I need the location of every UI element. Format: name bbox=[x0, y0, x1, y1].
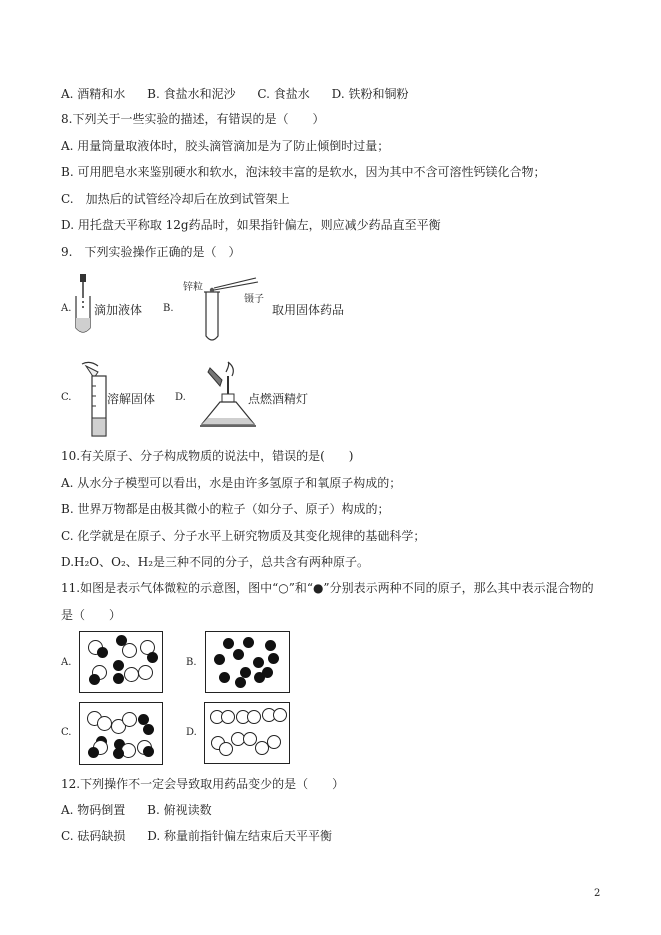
q7-option-b: B. 食盐水和泥沙 bbox=[147, 87, 236, 101]
black-atom bbox=[268, 653, 279, 664]
q8-option-a: A. 用量筒量取液体时，胶头滴管滴加是为了防止倾倒时过量； bbox=[61, 139, 390, 153]
q11-b-figure bbox=[205, 631, 290, 693]
black-atom bbox=[235, 677, 246, 688]
q11-b-label: B. bbox=[186, 657, 197, 668]
q11-stem-line2: 是（ ） bbox=[61, 608, 122, 622]
black-atom bbox=[113, 748, 124, 759]
q9-a-label: A. bbox=[61, 303, 72, 314]
page-number: 2 bbox=[594, 888, 601, 899]
white-atom bbox=[267, 735, 281, 749]
q8-option-b: B. 可用肥皂水来鉴别硬水和软水，泡沫较丰富的是软水，因为其中不含可溶性钙镁化合物； bbox=[61, 165, 546, 179]
q9-d-text: 点燃酒精灯 bbox=[248, 392, 309, 406]
white-atom bbox=[122, 712, 137, 727]
q9-a-text: 滴加液体 bbox=[94, 303, 143, 317]
black-atom bbox=[113, 660, 124, 671]
black-atom bbox=[223, 638, 234, 649]
q12-option-c: C. 砝码缺损 bbox=[61, 829, 126, 843]
q9-c-text: 溶解固体 bbox=[107, 392, 156, 406]
q11-c-figure bbox=[79, 702, 163, 765]
white-atom bbox=[273, 708, 287, 722]
white-atom bbox=[97, 716, 112, 731]
white-atom bbox=[247, 710, 261, 724]
black-atom bbox=[214, 654, 225, 665]
q9-c-label: C. bbox=[61, 392, 72, 403]
q7-option-d: D. 铁粉和铜粉 bbox=[331, 87, 409, 101]
q9-stem: 9. 下列实验操作正确的是（ ） bbox=[61, 245, 241, 259]
white-atom bbox=[122, 643, 137, 658]
black-atom bbox=[219, 672, 230, 683]
q11-stem-line1: 11.如图是表示气体微粒的示意图，图中“○”和“●”分别表示两种不同的原子，那么其中表示混合物的 bbox=[61, 581, 594, 595]
black-atom bbox=[147, 652, 158, 663]
white-atom bbox=[124, 667, 139, 682]
q10-stem: 10.有关原子、分子构成物质的说法中，错误的是( ) bbox=[61, 449, 354, 463]
black-atom bbox=[233, 649, 244, 660]
q11-a-label: A. bbox=[61, 657, 72, 668]
black-atom bbox=[243, 637, 254, 648]
black-atom bbox=[262, 667, 273, 678]
q9-b-label: B. bbox=[163, 303, 174, 314]
q9-d-label: D. bbox=[175, 392, 186, 403]
white-atom bbox=[138, 665, 153, 680]
q12-option-b: B. 俯视读数 bbox=[147, 803, 212, 817]
black-atom bbox=[265, 640, 276, 651]
black-atom bbox=[253, 657, 264, 668]
white-atom bbox=[219, 742, 233, 756]
q9-b-caption-tweezers: 镊子 bbox=[244, 294, 264, 305]
black-atom bbox=[88, 747, 99, 758]
black-atom bbox=[89, 674, 100, 685]
q12-options-row2 bbox=[61, 828, 350, 844]
q7-option-a: A. 酒精和水 bbox=[61, 87, 126, 101]
black-atom bbox=[143, 746, 154, 757]
q10-option-a: A. 从水分子模型可以看出，水是由许多氢原子和氧原子构成的； bbox=[61, 476, 402, 490]
q12-option-d: D. 称量前指针偏左结束后天平平衡 bbox=[147, 829, 333, 843]
q9-b-text: 取用固体药品 bbox=[272, 303, 345, 317]
q8-stem: 8.下列关于一些实验的描述，有错误的是（ ） bbox=[61, 112, 325, 126]
q12-stem: 12.下列操作不一定会导致取用药品变少的是（ ） bbox=[61, 777, 345, 791]
q11-c-label: C. bbox=[61, 727, 72, 738]
q7-option-c: C. 食盐水 bbox=[257, 87, 310, 101]
q12-option-a: A. 物码倒置 bbox=[61, 803, 126, 817]
q8-option-d: D. 用托盘天平称取 12g药品时，如果指针偏左，则应减少药品直至平衡 bbox=[61, 218, 441, 232]
q9-b-caption-zinc: 锌粒 bbox=[183, 282, 203, 293]
q7-options bbox=[61, 86, 426, 102]
q10-option-c: C. 化学就是在原子、分子水平上研究物质及其变化规律的基础科学； bbox=[61, 529, 426, 543]
q10-option-d: D.H₂O、O₂、H₂是三种不同的分子，总共含有两种原子。 bbox=[61, 555, 370, 569]
q12-options-row1 bbox=[61, 802, 230, 818]
black-atom bbox=[113, 673, 124, 684]
q11-d-figure bbox=[204, 702, 290, 764]
q10-option-b: B. 世界万物都是由极其微小的粒子（如分子、原子）构成的； bbox=[61, 502, 390, 516]
test-tube-tweezers-figure bbox=[200, 278, 270, 344]
q11-d-label: D. bbox=[186, 727, 197, 738]
q11-a-figure bbox=[79, 631, 163, 693]
dropper-tube-figure bbox=[70, 274, 96, 336]
black-atom bbox=[97, 647, 108, 658]
black-atom bbox=[143, 724, 154, 735]
white-atom bbox=[221, 710, 235, 724]
q8-option-c: C. 加热后的试管经冷却后在放到试管架上 bbox=[61, 192, 290, 206]
